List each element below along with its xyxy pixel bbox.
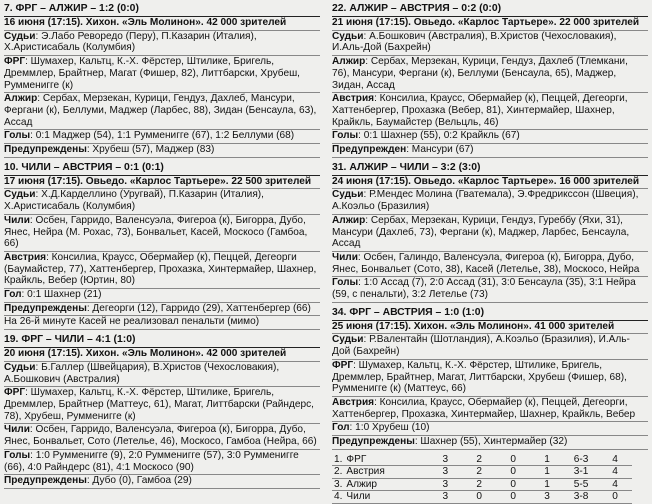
lineup-line-text: : Осбен, Гарридо, Валенсуэла, Фигероа (к), Бигорра, Дубо, Янес, Нейра (М. Рохас, 73), Бонвальет, Касей, Москосо (Гамбоа, 66) xyxy=(4,214,308,250)
lineup-line-label: Чили xyxy=(4,424,30,436)
match-header: 10. ЧИЛИ – АВСТРИЯ – 0:1 (0:1) xyxy=(4,162,320,176)
cautions-line xyxy=(4,144,320,158)
standings-pos: 1. xyxy=(334,453,343,465)
standings-wins: 2 xyxy=(462,466,496,479)
match-header: 31. АЛЖИР – ЧИЛИ – 3:2 (3:0) xyxy=(332,162,648,176)
goals-line xyxy=(332,277,648,302)
lineup-line xyxy=(4,93,320,130)
lineup-line-text: : Шумахер, Кальтц, К.-Х. Фёрстер, Штилике, Бригель, Дреммлер, Брайтнер, Магат (Фишер, 82), Литтбарски, Хрубеш, Румменигге (к) xyxy=(4,56,300,91)
referees-line-label: Судьи xyxy=(4,189,36,201)
referees-line-text: : Р.Валентайн (Шотландия), А.Коэльо (Бразилия), И.Аль-Дой (Бахрейн) xyxy=(332,334,630,358)
referees-line xyxy=(4,31,320,56)
lineup-line-text: : Консилиа, Краусс, Обермайер (к), Пеццей, Дегеорги, Хаттенбергер, Прохазка (Вебер, 81), Хинтермайер, Шахнер, Крайкль, Баумайстер (Вельцль, 46) xyxy=(332,93,628,128)
right-column xyxy=(332,3,648,504)
lineup-line-label: Алжир xyxy=(4,93,38,105)
goals-line-text: : 1:0 Хрубеш (10) xyxy=(349,422,430,434)
lineup-line-label: Чили xyxy=(4,214,30,226)
lineup-line xyxy=(4,252,320,289)
match-block xyxy=(332,3,648,158)
standings-pos: 2. xyxy=(334,466,343,478)
standings-draws: 0 xyxy=(496,478,530,491)
referees-line-text: : Б.Галлер (Швейцария), В.Христов (Чехословакия), А.Бошкович (Австралия) xyxy=(4,361,280,385)
cautions-line-label: Предупреждены xyxy=(4,302,87,314)
cautions-line-label: Предупрежден xyxy=(332,144,407,156)
goals-line-label: Голы xyxy=(4,130,31,142)
cautions-line xyxy=(332,144,648,158)
standings-pos: 3. xyxy=(334,478,343,490)
lineup-line-label: Австрия xyxy=(4,251,47,263)
cautions-line-text: : Мансури (67) xyxy=(406,144,474,156)
lineup-line-text: : Консилиа, Краусс, Обермайер (к), Пеццей, Дегеорги, Хаттенбергер, Прохазка, Хинтермайер, Шахнер, Крайкль, Вебер xyxy=(332,396,636,420)
cautions-line-label: Предупреждены xyxy=(332,436,415,448)
match-date: 21 июня (17:15). Овьедо. «Карлос Тартьере». 22 000 зрителей xyxy=(332,17,648,31)
lineup-line xyxy=(4,387,320,424)
standings-draws: 0 xyxy=(496,466,530,479)
referees-line-text: : Э.Лабо Реворедо (Перу), П.Казарин (Италия), Х.Аристисабаль (Колумбия) xyxy=(4,30,257,54)
goals-line-text: : 1:0 Ассад (7), 2:0 Ассад (31), 3:0 Бенсаула (35), 3:1 Нейра (59, с пенальти), 3:2 Летелье (73) xyxy=(332,277,636,301)
standings-losses: 1 xyxy=(530,466,564,479)
lineup-line-text: : Консилиа, Краусс, Обермайер (к), Пеццей, Дегеорги (Баумайстер, 77), Хаттенбергер, Прохазка, Хинтермайер, Шахнер, Крайкль, Вебер (Юртин, 80) xyxy=(4,251,317,287)
standings-team: ФРГ xyxy=(344,454,428,466)
goals-line xyxy=(4,130,320,144)
standings-team: Чили xyxy=(344,491,428,504)
lineup-line xyxy=(332,56,648,93)
standings-goals: 3-8 xyxy=(564,491,598,504)
lineup-line-label: Алжир xyxy=(332,214,366,226)
lineup-line-text: : Осбен, Гарридо, Валенсуэла, Фигероа (к), Бигорра, Дубо, Янес, Бонвальет, Сото (Летелье, 46), Москосо, Гамбоа (Нейра, 66) xyxy=(4,424,317,448)
match-block xyxy=(4,334,320,489)
lineup-line-text: : Сербах, Мерзекан, Курици, Гендуз, Дахлеб, Мансури, Фергани (к), Беллуми, Маджер (Ларбес, 88), Зидан (Бенсаула, 63), Ассад xyxy=(4,93,317,128)
match-header: 7. ФРГ – АЛЖИР – 1:2 (0:0) xyxy=(4,3,320,17)
goals-line-text: : 0:1 Шахнер (55), 0:2 Крайкль (67) xyxy=(358,130,520,142)
lineup-line-label: Австрия xyxy=(332,93,375,105)
cautions-line xyxy=(332,436,648,450)
goals-line-text: : 0:1 Маджер (54), 1:1 Румменигге (67), 1:2 Беллуми (68) xyxy=(30,130,295,142)
goals-line-text: : 0:1 Шахнер (21) xyxy=(21,289,102,301)
lineup-line xyxy=(332,215,648,252)
standings-played: 3 xyxy=(428,478,462,491)
referees-line-label: Судьи xyxy=(332,30,364,42)
standings-losses: 3 xyxy=(530,491,564,504)
standings-wins: 2 xyxy=(462,478,496,491)
referees-line xyxy=(4,189,320,214)
lineup-line-label: ФРГ xyxy=(332,359,354,371)
standings-played: 3 xyxy=(428,491,462,504)
match-block xyxy=(332,162,648,303)
standings-played: 3 xyxy=(428,454,462,466)
standings-points: 4 xyxy=(598,466,632,479)
referees-line-text: : Р.Мендес Молина (Гватемала), Э.Фредрикссон (Швеция), А.Коэльо (Бразилия) xyxy=(332,189,639,213)
cautions-line-label: Предупреждены xyxy=(4,144,87,156)
lineup-line xyxy=(4,424,320,449)
goals-line xyxy=(4,289,320,303)
goals-line xyxy=(332,130,648,144)
goals-line xyxy=(332,422,648,436)
match-note: На 26-й минуте Касей не реализовал пенальти (мимо) xyxy=(4,316,320,330)
match-date: 16 июня (17:15). Хихон. «Эль Молинон». 42 000 зрителей xyxy=(4,17,320,31)
lineup-line-text: : Осбен, Галиндо, Валенсуэла, Фигероа (к), Бигорра, Дубо, Янес, Бонвальет (Сото, 38), Касей (Летелье, 38), Москосо, Нейра xyxy=(332,251,640,275)
standings-team: Алжир xyxy=(344,478,428,491)
goals-line-text: : 1:0 Румменигге (9), 2:0 Румменигге (57), 3:0 Румменигге (66), 4:0 Райндерс (81), 4:1 Москосо (90) xyxy=(4,449,299,473)
goals-line xyxy=(4,450,320,475)
goals-line-label: Гол xyxy=(4,289,22,301)
cautions-line-text: : Дубо (0), Гамбоа (29) xyxy=(86,475,192,487)
referees-line xyxy=(332,189,648,214)
standings-team: Австрия xyxy=(344,466,428,479)
cautions-line xyxy=(4,475,320,489)
standings-points: 4 xyxy=(598,478,632,491)
cautions-line xyxy=(4,303,320,317)
lineup-line xyxy=(332,252,648,277)
standings-played: 3 xyxy=(428,466,462,479)
standings-points: 4 xyxy=(598,454,632,466)
referees-line-label: Судьи xyxy=(332,189,364,201)
match-block xyxy=(332,307,648,450)
standings-wins: 2 xyxy=(462,454,496,466)
standings-row xyxy=(332,466,632,479)
standings-table xyxy=(332,454,632,504)
goals-line-label: Голы xyxy=(4,449,31,461)
cautions-line-text: : Дегеорги (12), Гарридо (29), Хаттенбергер (66) xyxy=(86,302,311,314)
match-date: 25 июня (17:15). Хихон. «Эль Молинон». 41 000 зрителей xyxy=(332,321,648,335)
referees-line-label: Судьи xyxy=(4,30,36,42)
goals-line-label: Гол xyxy=(332,422,350,434)
lineup-line-label: Алжир xyxy=(332,56,366,68)
lineup-line-text: : Шумахер, Кальтц, К.-Х. Фёрстер, Штилике, Бригель, Дреммлер, Брайтнер, Магат, Литтбарски, Хрубеш (Фишер, 68), Румменигге (к) (Маттеус, 66) xyxy=(332,359,627,395)
lineup-line xyxy=(332,397,648,422)
referees-line-label: Судьи xyxy=(332,334,364,346)
match-block xyxy=(4,162,320,330)
lineup-line xyxy=(4,56,320,93)
standings-losses: 1 xyxy=(530,454,564,466)
standings-losses: 1 xyxy=(530,478,564,491)
referees-line xyxy=(4,362,320,387)
match-date: 17 июня (17:15). Овьедо. «Карлос Тартьере». 22 500 зрителей xyxy=(4,176,320,190)
match-header: 19. ФРГ – ЧИЛИ – 4:1 (1:0) xyxy=(4,334,320,348)
referees-line-text: : Х.Д.Карделлино (Уругвай), П.Казарин (Италия), Х.Аристисабаль (Колумбия) xyxy=(4,189,264,213)
referees-line-label: Судьи xyxy=(4,361,36,373)
cautions-line-label: Предупреждены xyxy=(4,475,87,487)
standings-pos: 4. xyxy=(334,491,343,503)
standings-draws: 0 xyxy=(496,454,530,466)
lineup-line-text: : Шумахер, Кальтц, К.-Х. Фёрстер, Штилике, Бригель, Дреммлер, Брайтнер (Маттеус, 61), Магат, Литтбарски (Райндерс, 78), Хрубеш, Румменигге (к) xyxy=(4,387,314,422)
left-column xyxy=(4,3,320,493)
lineup-line xyxy=(332,93,648,130)
standings-points: 0 xyxy=(598,491,632,504)
lineup-line xyxy=(332,360,648,397)
lineup-line xyxy=(4,215,320,252)
lineup-line-text: : Сербах, Мерзекан, Курици, Гендуз, Дахлеб (Тлемкани, 76), Мансури, Фергани (к), Беллуми (Бенсаула, 65), Маджер, Зидан, Ассад xyxy=(332,56,628,91)
referees-line xyxy=(332,334,648,359)
match-date: 20 июня (17:15). Хихон. «Эль Молинон». 42 000 зрителей xyxy=(4,348,320,362)
match-date: 24 июня (17:15). Овьедо. «Карлос Тартьере». 16 000 зрителей xyxy=(332,176,648,190)
standings-row xyxy=(332,491,632,504)
referees-line xyxy=(332,31,648,56)
cautions-line-text: : Шахнер (55), Хинтермайер (32) xyxy=(414,436,568,448)
standings-goals: 6-3 xyxy=(564,454,598,466)
standings-draws: 0 xyxy=(496,491,530,504)
match-header: 22. АЛЖИР – АВСТРИЯ – 0:2 (0:0) xyxy=(332,3,648,17)
match-header: 34. ФРГ – АВСТРИЯ – 1:0 (1:0) xyxy=(332,307,648,321)
lineup-line-label: Чили xyxy=(332,251,358,263)
standings-goals: 3-1 xyxy=(564,466,598,479)
goals-line-label: Голы xyxy=(332,130,359,142)
standings-wins: 0 xyxy=(462,491,496,504)
lineup-line-label: ФРГ xyxy=(4,387,26,399)
goals-line-label: Голы xyxy=(332,277,359,289)
cautions-line-text: : Хрубеш (57), Маджер (83) xyxy=(86,144,215,156)
standings-goals: 5-5 xyxy=(564,478,598,491)
lineup-line-label: Австрия xyxy=(332,396,375,408)
standings-row xyxy=(332,454,632,466)
lineup-line-text: : Сербах, Мерзекан, Курици, Гендуз, Гуреббу (Яхи, 31), Мансури (Дахлеб, 73), Фергани (к), Маджер, Ларбес, Бенсаула, Ассад xyxy=(332,214,630,250)
match-block xyxy=(4,3,320,158)
standings-row xyxy=(332,478,632,491)
lineup-line-label: ФРГ xyxy=(4,56,26,68)
referees-line-text: : А.Бошкович (Австралия), В.Христов (Чехословакия), И.Аль-Дой (Бахрейн) xyxy=(332,30,617,54)
